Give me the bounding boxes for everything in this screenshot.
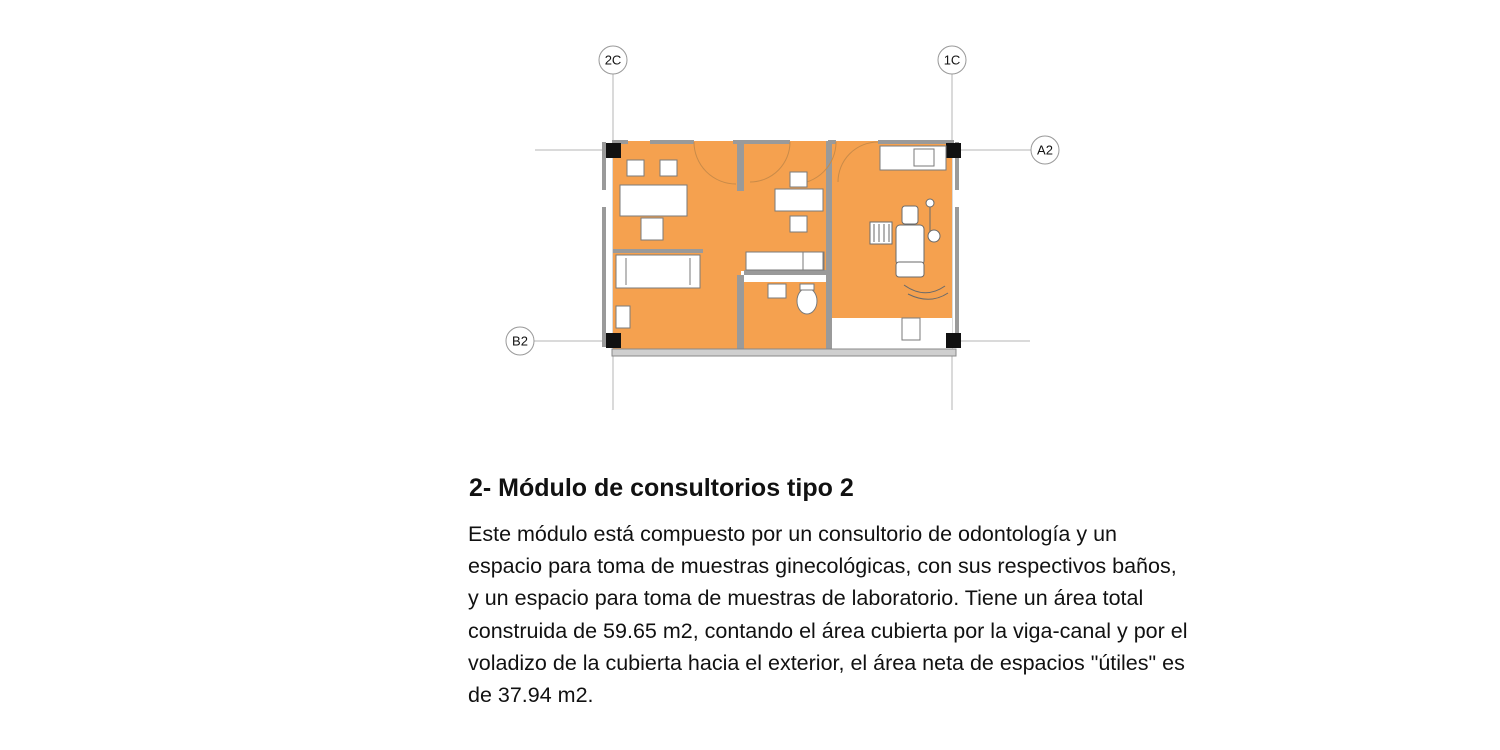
porch-area xyxy=(828,318,952,349)
grid-tag-b2 xyxy=(506,327,534,355)
chair-icon xyxy=(660,160,677,176)
toilet-icon xyxy=(797,288,817,314)
svg-text:A2: A2 xyxy=(1037,142,1053,158)
grid-tag-a2 xyxy=(1031,136,1059,164)
svg-text:2C: 2C xyxy=(604,52,622,68)
desk-icon xyxy=(620,185,687,216)
grid-tag-1c xyxy=(938,46,966,74)
svg-text:B2: B2 xyxy=(512,333,528,349)
grid-tag-2c xyxy=(599,46,627,74)
sink-icon xyxy=(902,318,920,340)
chair-icon xyxy=(790,172,807,187)
desk-icon xyxy=(775,189,823,211)
sink-icon xyxy=(768,284,786,298)
chair-icon xyxy=(627,160,644,176)
chair-icon xyxy=(790,216,807,232)
sink-icon xyxy=(803,252,823,270)
chair-icon xyxy=(641,218,663,240)
examination-table-icon xyxy=(616,255,700,288)
module-description: Este módulo está compuesto por un consultorio de odontología y un espacio para toma de muestras ginecológicas, con sus respectivos baños, y un espacio para toma de muestras de laboratorio. Tiene un área total construida de 59.65 m2, contando el área cubierta por la viga-canal y por el voladizo de la cubierta hacia el exterior, el área neta de espacios "útiles" es de 37.94 m2. xyxy=(468,522,1188,708)
module-heading: 2- Módulo de consultorios tipo 2 xyxy=(469,474,854,502)
sink-icon xyxy=(914,149,934,166)
counter-icon xyxy=(880,146,946,170)
sink-icon xyxy=(616,306,630,328)
svg-text:1C: 1C xyxy=(943,52,961,68)
